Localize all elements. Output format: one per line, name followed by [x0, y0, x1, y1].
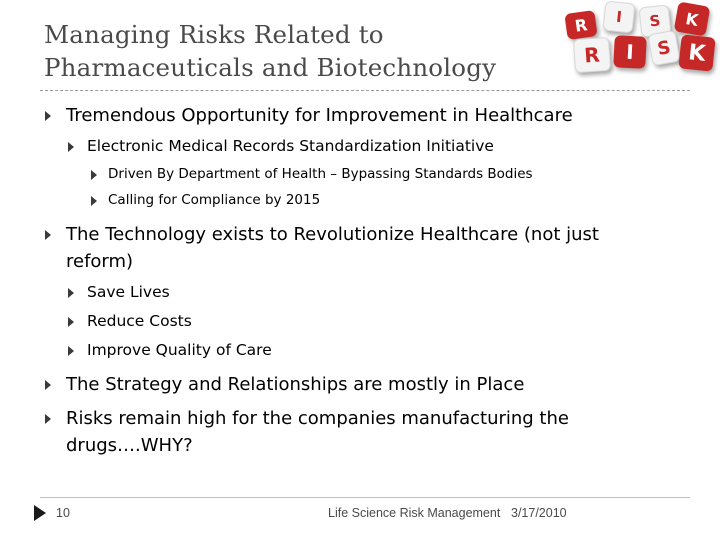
bullet-arrow-icon [45, 230, 51, 240]
bullet-4-line-2: drugs….WHY? [66, 435, 193, 456]
bullet-arrow-icon [68, 317, 74, 327]
bullet-2-3: Improve Quality of Care [87, 341, 272, 359]
risk-dice-icon [560, 2, 720, 90]
footer-arrow-icon [34, 505, 46, 521]
bullet-arrow-icon [45, 380, 51, 390]
bullet-2-line-2: reform) [66, 251, 134, 272]
die-s-front: S [647, 30, 680, 66]
bullet-1-1: Electronic Medical Records Standardization Initiative [87, 137, 494, 155]
bullet-arrow-icon [91, 170, 97, 180]
bullet-arrow-icon [45, 414, 51, 424]
bullet-2-1: Save Lives [87, 283, 170, 301]
die-r-front: R [573, 37, 611, 73]
bullet-4-line-1: Risks remain high for the companies manufacturing the [66, 408, 569, 429]
die-r-top: R [564, 10, 597, 40]
slide-number: 10 [56, 506, 70, 520]
slide-title-line-2: Pharmaceuticals and Biotechnology [44, 53, 497, 82]
bullet-arrow-icon [91, 196, 97, 206]
die-k-front: K [678, 34, 715, 71]
bullet-arrow-icon [68, 288, 74, 298]
footer-divider [40, 497, 690, 498]
bullet-3: The Strategy and Relationships are mostly in Place [66, 374, 525, 395]
slide-title-line-1: Managing Risks Related to [44, 20, 384, 49]
bullet-arrow-icon [68, 346, 74, 356]
die-s-top: S [639, 5, 672, 38]
die-k-top: K [674, 1, 711, 36]
bullet-1: Tremendous Opportunity for Improvement in Healthcare [66, 105, 573, 126]
bullet-1-1-1: Driven By Department of Health – Bypassing Standards Bodies [108, 166, 533, 182]
bullet-arrow-icon [45, 111, 51, 121]
bullet-2-2: Reduce Costs [87, 312, 192, 330]
title-divider [40, 90, 690, 91]
footer-date: 3/17/2010 [511, 506, 567, 520]
bullet-2-line-1: The Technology exists to Revolutionize Healthcare (not just [66, 224, 599, 245]
bullet-1-1-2: Calling for Compliance by 2015 [108, 192, 321, 208]
slide-title [44, 18, 584, 84]
die-i-front: I [613, 35, 647, 69]
footer-title: Life Science Risk Management [328, 506, 501, 520]
die-i-top: I [603, 1, 636, 34]
bullet-arrow-icon [68, 142, 74, 152]
